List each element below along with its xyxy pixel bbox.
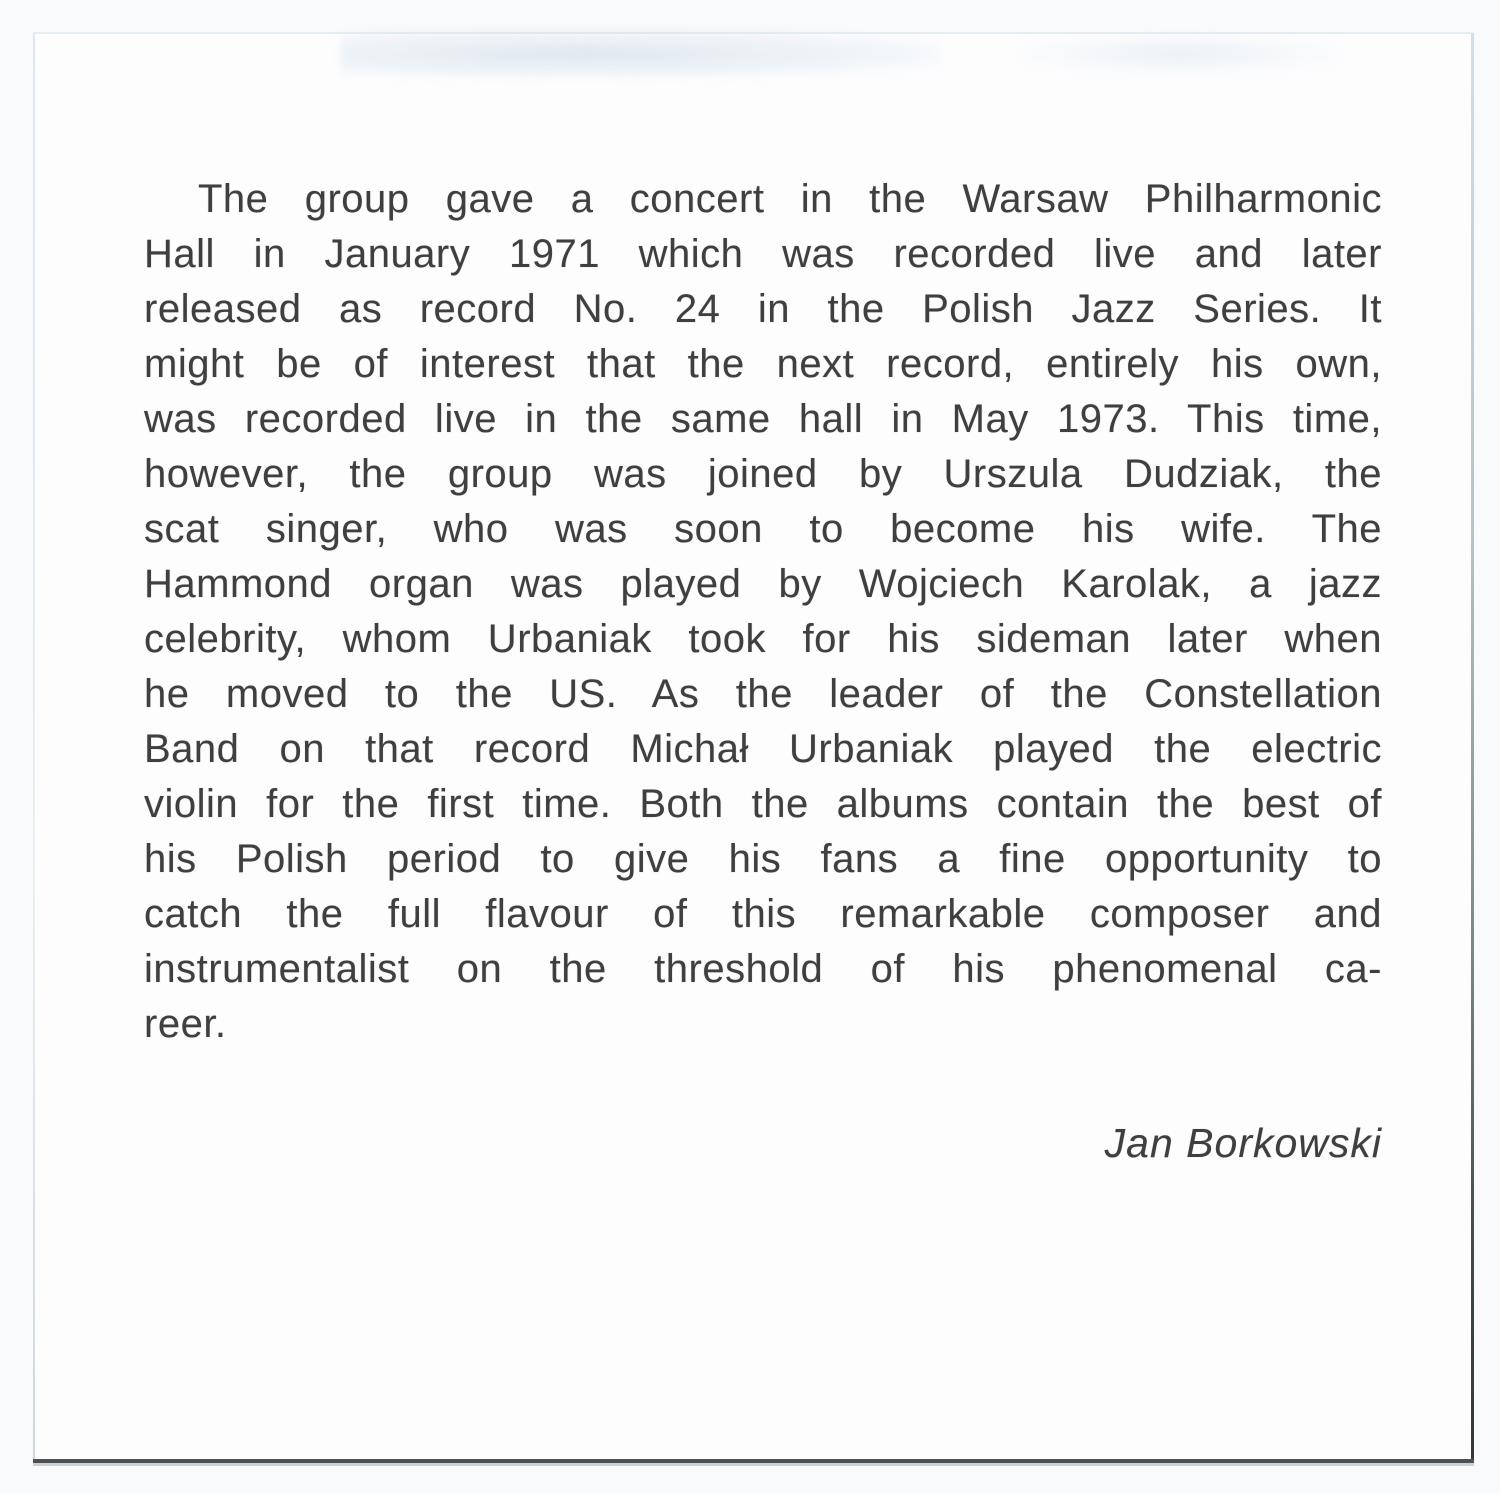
text-line: Band on that record Michał Urbaniak played the electric [144,727,1382,771]
page-edge-right [1471,33,1474,1462]
text-line: reer. [144,1002,227,1046]
text-line: instrumentalist on the threshold of his phenomenal ca- [144,947,1382,991]
author-signature: Jan Borkowski [1104,1120,1382,1166]
text-line: Hammond organ was played by Wojciech Karolak, a jazz [144,562,1382,606]
text-line: he moved to the US. As the leader of the Constellation [144,672,1382,716]
text-line: Hall in January 1971 which was recorded live and later [144,232,1382,276]
text-line: The group gave a concert in the Warsaw Philharmonic [198,177,1382,221]
ink-bleed-through-artifact-right [1020,34,1340,74]
text-line: his Polish period to give his fans a fine opportunity to [144,837,1382,881]
text-line: celebrity, whom Urbaniak took for his sideman later when [144,617,1382,661]
text-line: scat singer, who was soon to become his wife. The [144,507,1382,551]
ink-bleed-through-artifact [340,30,940,78]
page-edge-bottom [33,1459,1474,1463]
text-line: violin for the first time. Both the albums contain the best of [144,782,1382,826]
text-line: catch the full flavour of this remarkable composer and [144,892,1382,936]
text-line: released as record No. 24 in the Polish Jazz Series. It [144,287,1382,331]
liner-notes-paragraph [144,172,1382,1052]
page-edge-left [33,33,35,1462]
text-line: was recorded live in the same hall in May 1973. This time, [144,397,1382,441]
text-line: however, the group was joined by Urszula Dudziak, the [144,452,1382,496]
text-line: might be of interest that the next record, entirely his own, [144,342,1382,386]
